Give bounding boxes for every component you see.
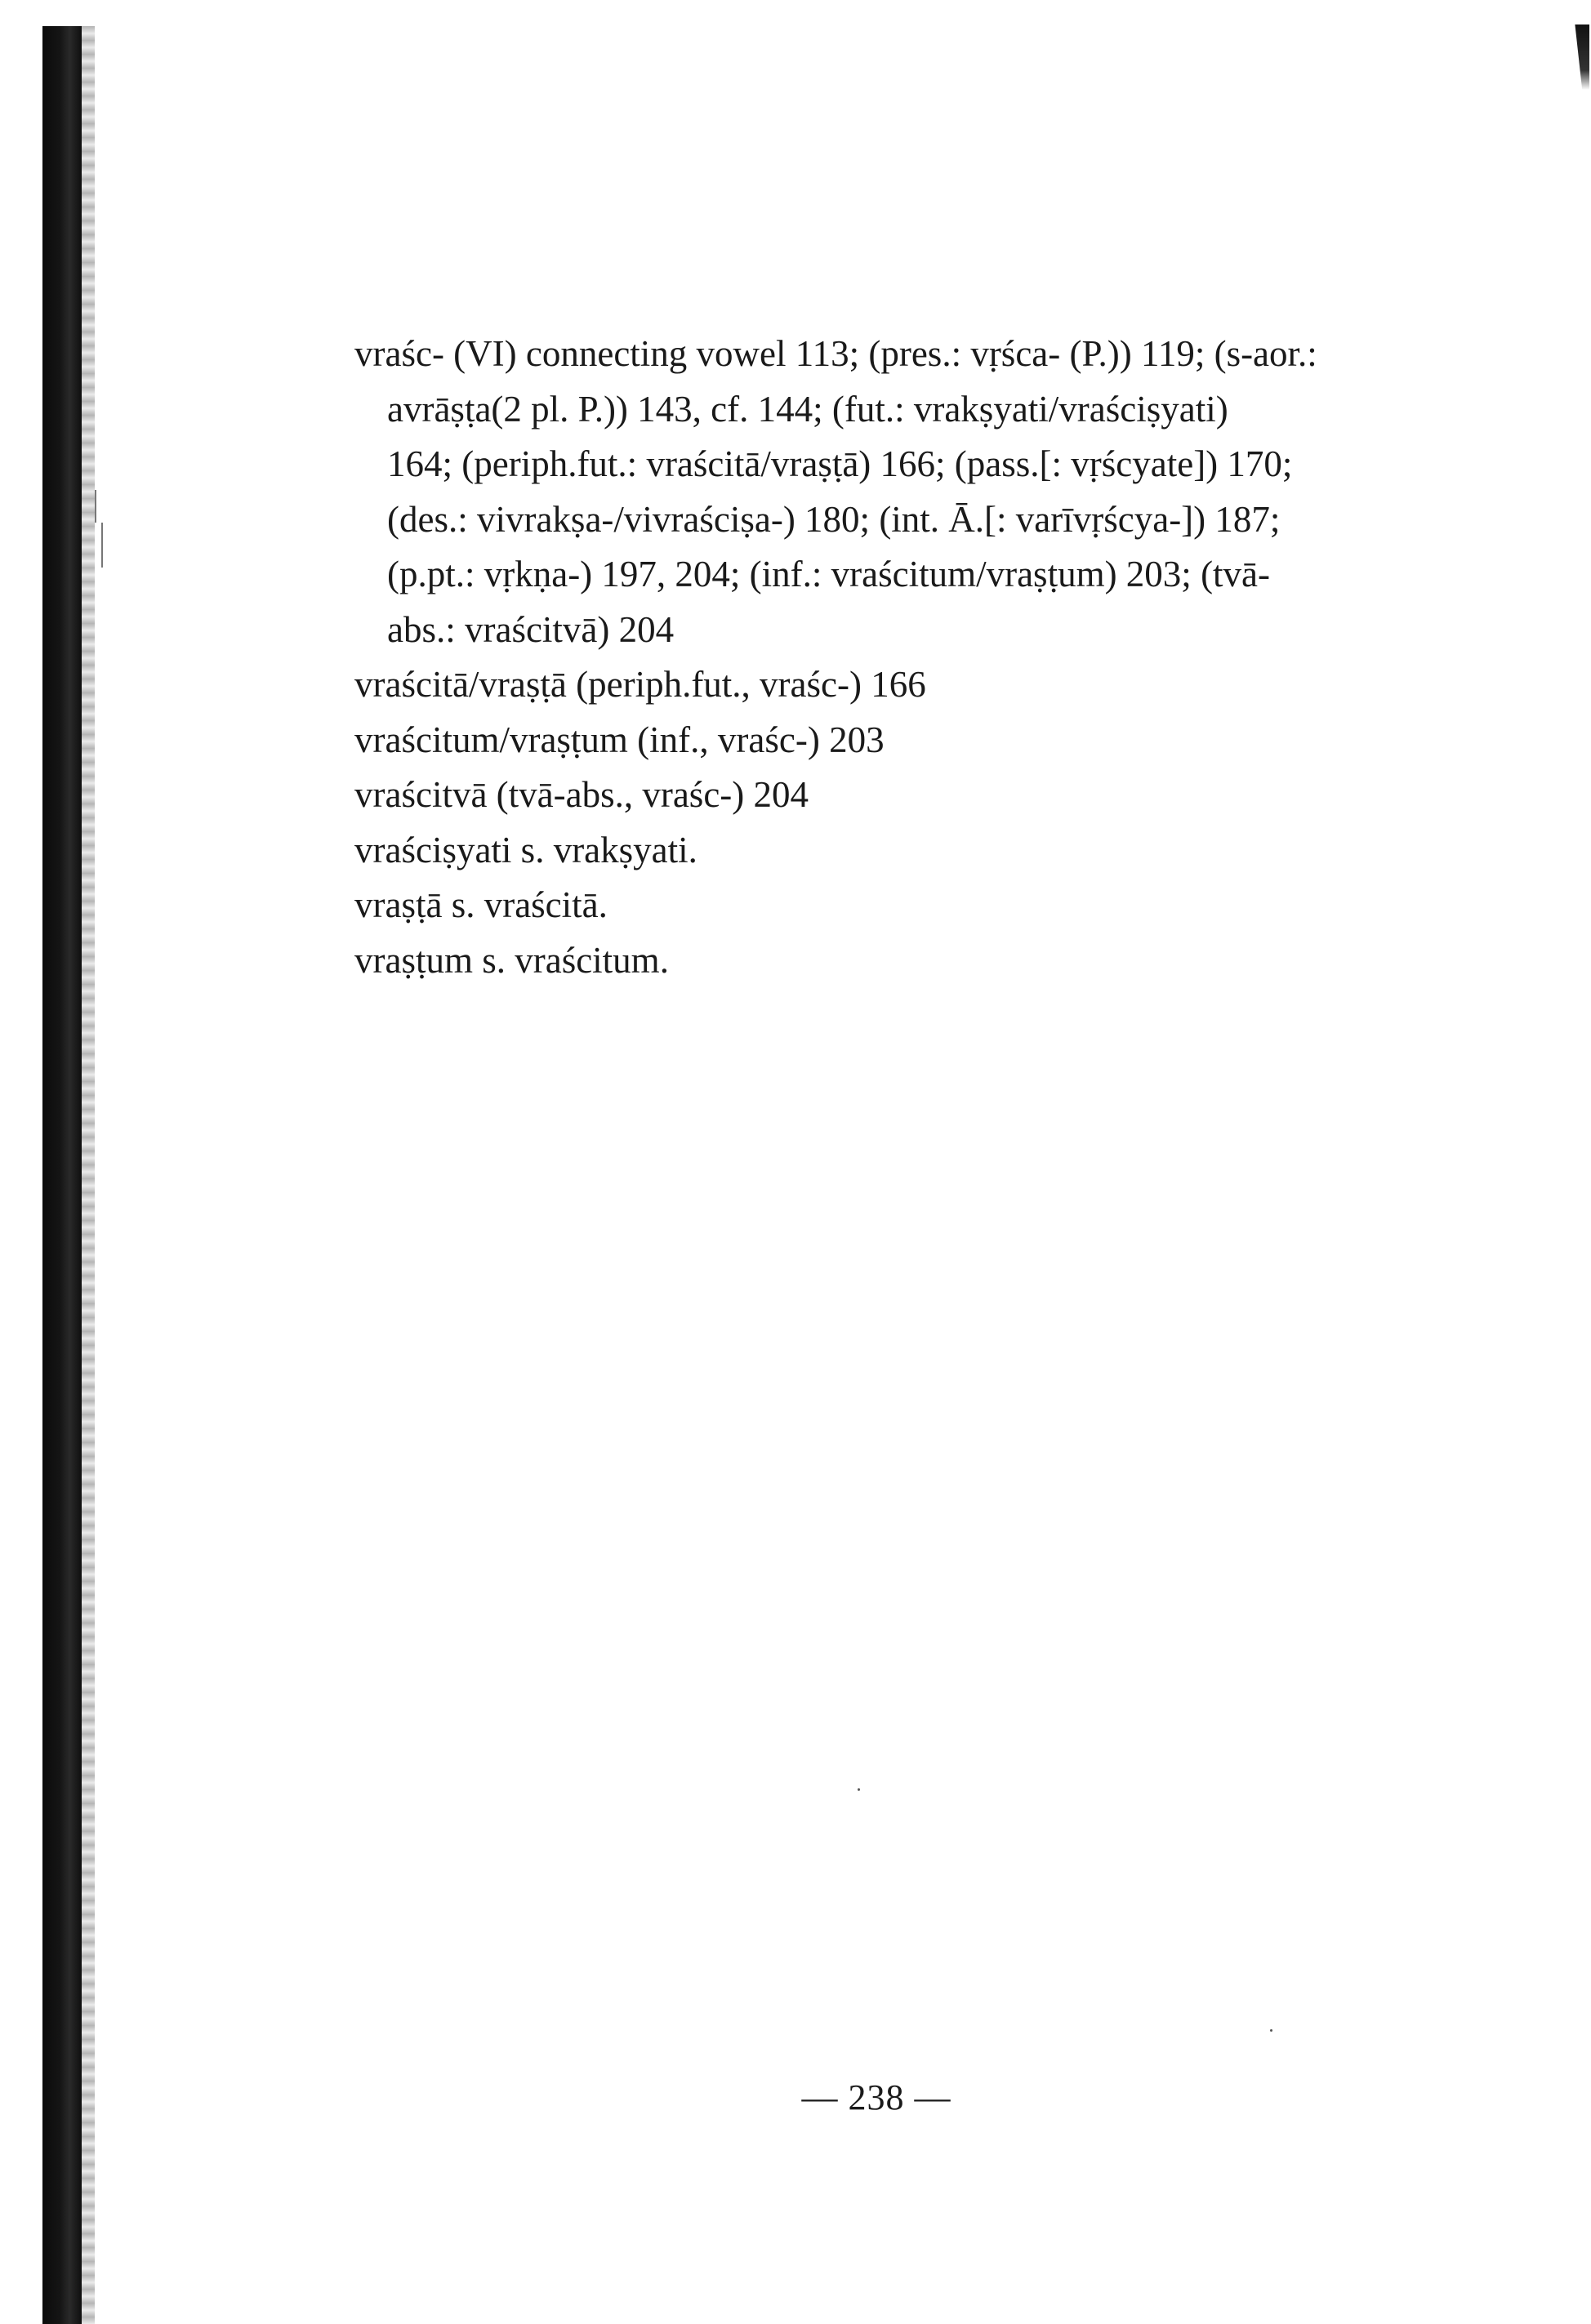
index-entry-vrasc [354,327,1424,657]
binding-shadow [82,26,95,2324]
binding-edge [42,26,82,2324]
entry-line: vraṣṭā s. vraścitā. [354,884,608,925]
corner-mark [1571,24,1589,90]
index-entry-vrascisyati [354,823,1424,879]
index-entry-vrascita [354,657,1424,713]
index-entry-vrascitva [354,768,1424,823]
entry-line: vraścitā/vraṣṭā (periph.fut., vraśc-) 166 [354,664,926,705]
entry-line: vraścitvā (tvā-abs., vraśc-) 204 [354,774,809,815]
entry-line: avrāṣṭa(2 pl. P.)) 143, cf. 144; (fut.: vrakṣyati/vraściṣyati) [387,388,1228,430]
index-entry-vrastum [354,933,1424,989]
entry-line: vraṣṭum s. vraścitum. [354,939,669,981]
entry-line: vraścitum/vraṣṭum (inf., vraśc-) 203 [354,719,885,760]
entry-line: abs.: vraścitvā) 204 [387,608,675,650]
entry-line: 164; (periph.fut.: vraścitā/vraṣṭā) 166; (pass.[: vṛścyate]) 170; [387,443,1293,484]
entry-line: (des.: vivrakṣa-/vivraściṣa-) 180; (int. Ā.[: varīvṛścya-]) 187; [387,498,1281,540]
entry-line: vraściṣyati s. vrakṣyati. [354,829,697,870]
paper-speck [858,1788,860,1791]
entry-line: (p.pt.: vṛkṇa-) 197, 204; (inf.: vraścitum/vraṣṭum) 203; (tvā- [387,554,1271,594]
page-number: — 238 — [801,2077,951,2117]
margin-mark [95,490,96,523]
paper-speck [1270,2029,1272,2032]
index-content [354,327,1424,988]
index-entry-vrasta [354,878,1424,933]
index-entry-vrascitum [354,713,1424,768]
margin-mark [101,523,103,568]
entry-line: vraśc- (VI) connecting vowel 113; (pres.: vṛśca- (P.)) 119; (s-aor.: [354,333,1317,374]
